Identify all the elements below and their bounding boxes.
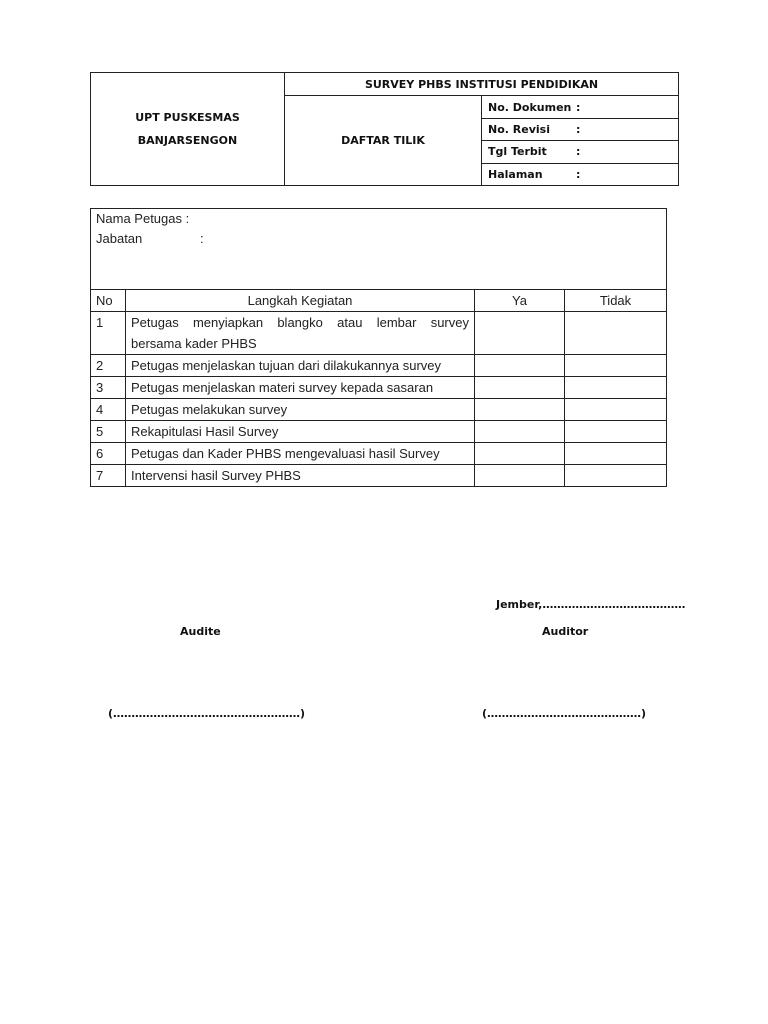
row-number: 1 — [91, 312, 126, 355]
row-step: Petugas dan Kader PHBS mengevaluasi hasil Survey — [126, 443, 475, 465]
row-number: 7 — [91, 465, 126, 487]
officer-name-label: Nama Petugas — [96, 211, 182, 226]
column-header-step: Langkah Kegiatan — [126, 290, 475, 312]
meta-label: Halaman — [488, 167, 543, 181]
table-header-row — [91, 290, 667, 312]
row-number: 3 — [91, 377, 126, 399]
meta-sep: : — [576, 122, 581, 136]
row-no-cell[interactable] — [565, 465, 667, 487]
column-header-no: No — [91, 290, 126, 312]
meta-sep: : — [576, 145, 581, 159]
document-type: DAFTAR TILIK — [285, 96, 482, 186]
meta-sep: : — [576, 100, 581, 114]
officer-name-line — [96, 209, 661, 229]
row-no-cell[interactable] — [565, 399, 667, 421]
table-row — [91, 312, 667, 355]
row-number: 4 — [91, 399, 126, 421]
meta-revision — [482, 118, 679, 140]
row-no-cell[interactable] — [565, 355, 667, 377]
row-yes-cell[interactable] — [475, 465, 565, 487]
row-no-cell[interactable] — [565, 312, 667, 355]
organization-name-line2: BANJARSENGON — [137, 134, 238, 147]
document-title: SURVEY PHBS INSTITUSI PENDIDIKAN — [285, 73, 679, 96]
signature-date-line: Jember,………………………………… — [496, 598, 686, 611]
auditor-label: Auditor — [542, 625, 589, 638]
table-row — [91, 355, 667, 377]
table-row — [91, 443, 667, 465]
meta-issue-date — [482, 141, 679, 163]
column-header-no-answer: Tidak — [565, 290, 667, 312]
row-number: 5 — [91, 421, 126, 443]
row-step: Petugas melakukan survey — [126, 399, 475, 421]
meta-document-number — [482, 96, 679, 118]
meta-label: Tgl Terbit — [488, 145, 547, 159]
row-yes-cell[interactable] — [475, 355, 565, 377]
organization-name-line1: UPT PUSKESMAS — [135, 111, 240, 124]
audite-signature-line: (……………………………………………) — [108, 707, 306, 720]
row-step: Intervensi hasil Survey PHBS — [126, 465, 475, 487]
table-row — [91, 377, 667, 399]
row-step: Petugas menjelaskan tujuan dari dilakukannya survey — [126, 355, 475, 377]
officer-position-label: Jabatan — [96, 231, 143, 246]
document-header — [90, 72, 679, 186]
row-yes-cell[interactable] — [475, 312, 565, 355]
officer-position-sep: : — [200, 231, 204, 246]
row-step: Petugas menjelaskan materi survey kepada sasaran — [126, 377, 475, 399]
column-header-yes: Ya — [475, 290, 565, 312]
row-step: Rekapitulasi Hasil Survey — [126, 421, 475, 443]
meta-label: No. Dokumen — [488, 100, 572, 114]
row-no-cell[interactable] — [565, 421, 667, 443]
row-yes-cell[interactable] — [475, 377, 565, 399]
row-yes-cell[interactable] — [475, 443, 565, 465]
row-yes-cell[interactable] — [475, 421, 565, 443]
auditor-signature-line: (……………………………………) — [482, 707, 647, 720]
table-row — [91, 399, 667, 421]
row-step: Petugas menyiapkan blangko atau lembar survey bersama kader PHBS — [126, 312, 475, 355]
officer-position-line — [96, 229, 661, 249]
table-row — [91, 465, 667, 487]
officer-name-sep: : — [185, 211, 190, 226]
organization-cell — [91, 73, 285, 186]
table-row — [91, 421, 667, 443]
meta-label: No. Revisi — [488, 122, 550, 136]
meta-sep: : — [576, 167, 581, 181]
row-yes-cell[interactable] — [475, 399, 565, 421]
meta-page — [482, 163, 679, 185]
row-no-cell[interactable] — [565, 443, 667, 465]
row-number: 2 — [91, 355, 126, 377]
audite-label: Audite — [180, 625, 221, 638]
row-no-cell[interactable] — [565, 377, 667, 399]
officer-info — [91, 209, 667, 290]
row-number: 6 — [91, 443, 126, 465]
checklist-table — [90, 208, 667, 487]
